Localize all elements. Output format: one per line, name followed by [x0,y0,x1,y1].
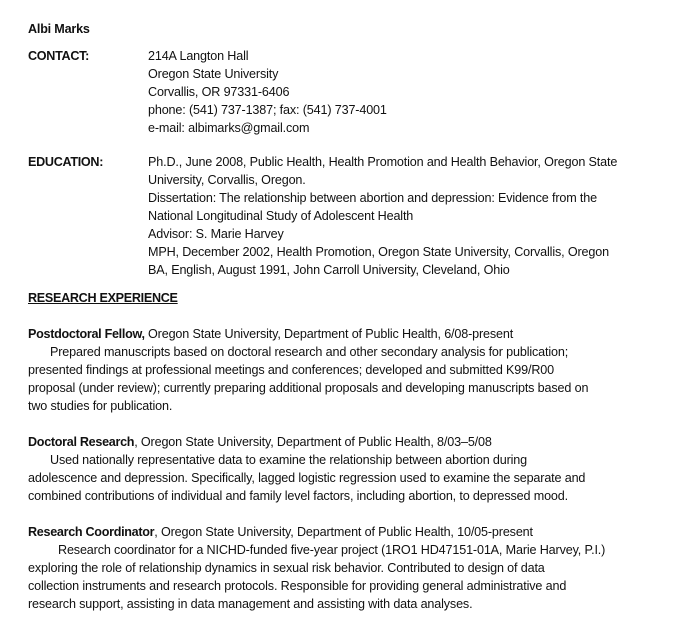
education-line: National Longitudinal Study of Adolescent Health [148,209,414,223]
education-line: University, Corvallis, Oregon. [148,173,306,187]
experience-header [28,523,658,541]
resume-document [28,20,658,613]
education-line: Ph.D., June 2008, Public Health, Health Promotion and Health Behavior, Oregon State [148,155,618,169]
experience-entry-postdoc [28,325,658,415]
experience-description-line: proposal (under review); currently preparing additional proposals and developing manuscripts based on [28,381,589,395]
experience-description-line [28,451,658,469]
description-text: Used nationally representative data to examine the relationship between abortion during [50,453,528,467]
contact-label: CONTACT: [28,49,90,63]
experience-description-line: combined contributions of individual and family level factors, including abortion, to depressed mood. [28,489,568,503]
job-details: , Oregon State University, Department of Public Health, 10/05-present [154,525,533,539]
experience-entry-doctoral [28,433,658,505]
experience-description-line: exploring the role of relationship dynamics in sexual risk behavior. Contributed to design of data [28,561,545,575]
contact-details [148,47,658,137]
job-details: , Oregon State University, Department of Public Health, 8/03–5/08 [134,435,492,449]
job-title: Doctoral Research [28,435,135,449]
contact-city-line: Corvallis, OR 97331-6406 [148,85,290,99]
description-text: Prepared manuscripts based on doctoral research and other secondary analysis for publication; [50,345,569,359]
education-line: MPH, December 2002, Health Promotion, Oregon State University, Corvallis, Oregon [148,245,609,259]
experience-header [28,325,658,343]
experience-description-line: adolescence and depression. Specifically, lagged logistic regression used to examine the separate and [28,471,586,485]
contact-institution-line: Oregon State University [148,67,279,81]
experience-header [28,433,658,451]
contact-email-line: e-mail: albimarks@gmail.com [148,121,310,135]
experience-description-line: collection instruments and research protocols. Responsible for providing general administrative and [28,579,567,593]
contact-section [28,47,658,137]
job-title: Postdoctoral Fellow, [28,327,145,341]
contact-address-line: 214A Langton Hall [148,49,249,63]
job-title: Research Coordinator [28,525,155,539]
education-label: EDUCATION: [28,155,104,169]
experience-description-line [28,541,658,559]
experience-entry-coordinator [28,523,658,613]
experience-description-line: presented findings at professional meetings and conferences; developed and submitted K99/R00 [28,363,554,377]
contact-phone-line: phone: (541) 737-1387; fax: (541) 737-4001 [148,103,387,117]
experience-description-line: two studies for publication. [28,399,173,413]
education-details [148,153,658,279]
experience-description-line: research support, assisting in data management and assisting with data analyses. [28,597,473,611]
education-line: Advisor: S. Marie Harvey [148,227,284,241]
research-experience-heading: RESEARCH EXPERIENCE [28,291,178,305]
education-line: BA, English, August 1991, John Carroll University, Cleveland, Ohio [148,263,510,277]
description-text: Research coordinator for a NICHD-funded five-year project (1RO1 HD47151-01A, Marie Harvey, P.I.) [58,543,606,557]
resume-name: Albi Marks [28,22,90,36]
job-details: Oregon State University, Department of Public Health, 6/08-present [144,327,514,341]
education-line: Dissertation: The relationship between abortion and depression: Evidence from the [148,191,597,205]
experience-description-line [28,343,658,361]
education-section [28,153,658,279]
